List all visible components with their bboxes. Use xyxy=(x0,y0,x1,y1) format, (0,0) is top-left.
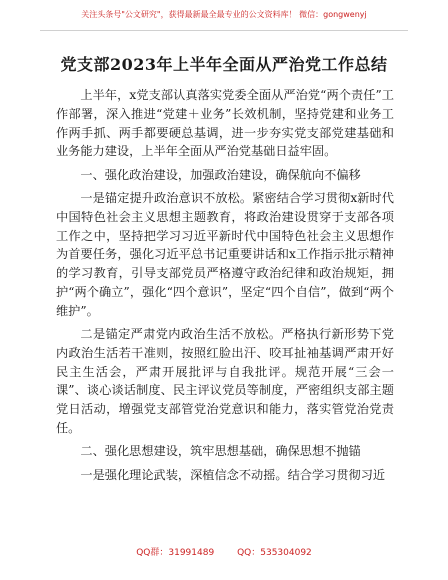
qq-group-number: QQ群：31991489 xyxy=(136,548,215,558)
body-paragraph: 一是强化理论武装，深植信念不动摇。结合学习贯彻习近 xyxy=(80,467,386,482)
section-heading-1: 一、强化政治建设，加强政治建设，确保航向不偏移 xyxy=(80,167,361,182)
body-paragraph: 一是锚定提升政治意识不放松。紧密结合学习贯彻x新时代中国特色社会主义思想主题教育，将政治建设贯穿于支部各项工作之中，坚持把学习习近平新时代中国特色社会主义思想作为首要任务，强化习近平总书记重要讲话和x工作指示批示精神的学习教育，引导支部党员严格遵守政治纪律和政治规矩，拥护“两个确立”，强化“四个意识”，坚定“四个自信”，做到“两个维护”。 xyxy=(56,190,394,318)
qq-number: QQ：535304092 xyxy=(237,548,312,558)
intro-paragraph: 上半年，x党支部认真落实党委全面从严治党“两个责任”工作部署，深入推进“党建＋业务”长效机制，坚持党建和业务工作两手抓、两手都要硬总基调，进一步夯实党支部党建基础和业务能力建设，上半年全面从严治党基础日益牢固。 xyxy=(56,88,394,159)
promo-header-note: 关注头条号"公文研究"，获得最新最全最专业的公文资料库！ 微信：gongwenyj xyxy=(81,10,367,19)
document-title: 党支部2023年上半年全面从严治党工作总结 xyxy=(60,55,388,74)
header-divider xyxy=(40,30,408,31)
section-heading-2: 二、强化思想建设，筑牢思想基础，确保思想不抛锚 xyxy=(80,444,361,459)
contact-footer xyxy=(0,545,448,558)
body-paragraph: 二是锚定严肃党内政治生活不放松。严格执行新形势下党内政治生活若干准则，按照红脸出汗、咬耳扯袖基调严肃开好民主生活会，严肃开展批评与自我批评。规范开展“三会一课”、谈心谈话制度、民主评议党员等制度，严密组织支部主题党日活动，增强党支部管党治党意识和能力，落实管党治党责任。 xyxy=(56,327,394,436)
document-body xyxy=(56,86,394,489)
